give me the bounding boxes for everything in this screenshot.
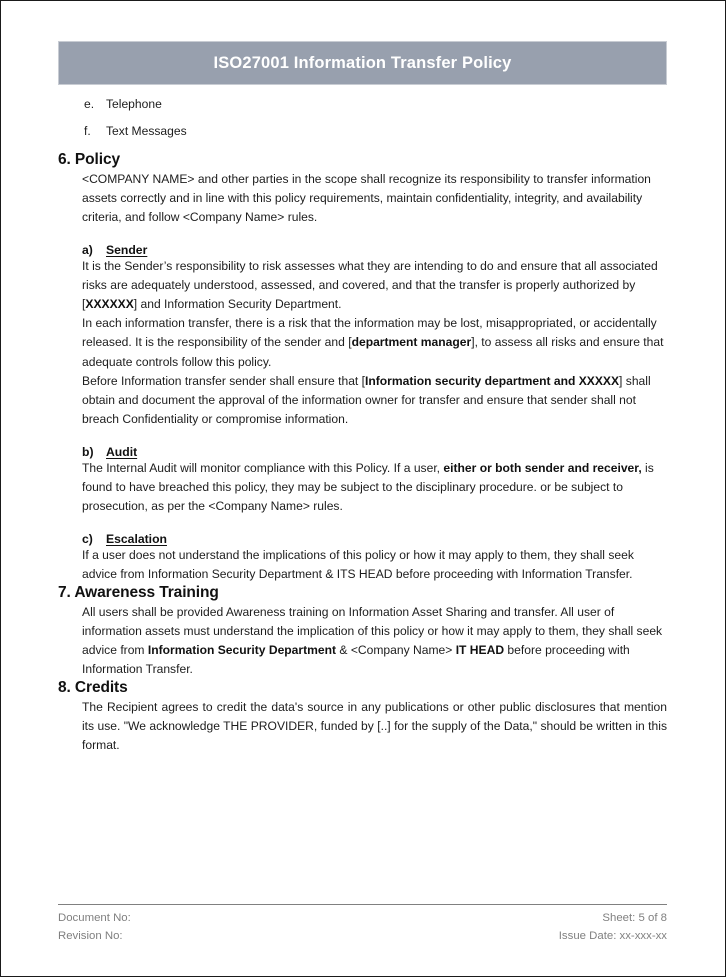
list-item <box>58 97 667 112</box>
subsection-marker: a) <box>82 243 93 258</box>
sender-p2-pre: In each information transfer, there is a risk that the information may be lost, misappropriated, or accidentally released. It is the responsibility of the sender and [ <box>82 316 657 350</box>
audit-paragraph <box>82 459 667 516</box>
page-footer <box>58 904 667 945</box>
awareness-paragraph <box>82 603 667 679</box>
page-inner <box>1 1 725 976</box>
subsection-marker: b) <box>82 444 94 459</box>
policy-intro-paragraph: <COMPANY NAME> and other parties in the scope shall recognize its responsibility to transfer information assets correctly and in line with this policy requirements, maintain confidentiality, integrity, and availability criteria, and follow <Company Name> rules. <box>82 171 651 224</box>
footer-sheet-number: Sheet: 5 of 8 <box>602 912 667 924</box>
subsection-label: Escalation <box>106 532 167 547</box>
lettered-list <box>58 97 667 139</box>
awareness-bold-1: Information Security Department <box>147 643 337 658</box>
audit-pre: The Internal Audit will monitor compliance with this Policy. If a user, <box>82 460 444 475</box>
subsection-label: Sender <box>106 243 148 258</box>
section-heading-credits: 8. Credits <box>58 679 128 697</box>
sender-paragraph-1 <box>82 257 667 314</box>
section-heading-policy: 6. Policy <box>58 151 120 169</box>
subsection-heading-escalation <box>82 532 667 546</box>
document-title: ISO27001 Information Transfer Policy <box>213 53 512 72</box>
sender-p2-bold: department manager <box>351 335 472 350</box>
awareness-pre: All users shall be provided Awareness training on Information Asset Sharing and transfer. All user of information assets must understand the implication of this policy or how it may apply to them, they shall seek advice from <box>82 605 663 658</box>
awareness-bold-2: IT HEAD <box>455 643 505 658</box>
awareness-post: before proceeding with Information Transfer. <box>82 643 630 677</box>
sender-p1-pre: It is the Sender’s responsibility to risk assesses what they are intending to do and ensure that all associated risks are adequately understood, assessed, and covered, and that the transfer is properly authorized by [ <box>82 259 658 312</box>
sender-paragraph-2 <box>82 314 667 371</box>
footer-document-no-label: Document No: <box>58 912 131 924</box>
audit-bold: either or both sender and receiver, <box>443 460 642 475</box>
sender-p3-pre: Before Information transfer sender shall ensure that [ <box>82 373 366 388</box>
footer-divider <box>58 904 667 905</box>
sender-paragraph-3 <box>82 372 667 429</box>
subsection-heading-audit <box>82 445 667 459</box>
document-content <box>58 97 667 755</box>
list-item-marker: e. <box>84 97 95 111</box>
document-title-banner <box>58 41 667 85</box>
audit-post: is found to have breached this policy, they may be subject to the disciplinary procedure. or be subject to prosecution, as per the <Company Name> rules. <box>82 460 654 514</box>
footer-row-top <box>58 910 667 928</box>
footer-issue-date: Issue Date: xx-xxx-xx <box>558 929 667 942</box>
subsection-marker: c) <box>82 532 93 547</box>
sender-p1-bold: XXXXXX <box>85 297 134 312</box>
sender-p2-post: ], to assess all risks and ensure that adequate controls follow this policy. <box>82 335 664 369</box>
footer-revision-no-label: Revision No: <box>58 929 123 942</box>
subsection-label: Audit <box>106 444 138 459</box>
section-heading-awareness: 7. Awareness Training <box>58 584 219 602</box>
credits-paragraph: The Recipient agrees to credit the data's source in any publications or other public disclosures that mention its use. "We acknowledge THE PROVIDER, funded by [..] for the supply of the Data," should be written in this format. <box>82 699 667 753</box>
awareness-mid: & <Company Name> <box>336 643 456 658</box>
sender-p1-post: ] and Information Security Department. <box>133 297 342 312</box>
sender-p3-bold: Information security department and XXXXX <box>365 373 620 388</box>
list-item-label: Telephone <box>106 97 162 111</box>
sender-p3-post: ] shall obtain and document the approval of the information owner for transfer and ensure that sender shall not breach Confidentiality or compromise information. <box>82 373 651 426</box>
escalation-paragraph: If a user does not understand the implications of this policy or how it may apply to them, they shall seek advice from Information Security Department & ITS HEAD before proceeding with Information Transfer. <box>82 548 634 582</box>
footer-row-bottom <box>58 928 667 946</box>
subsection-heading-sender <box>82 243 667 257</box>
list-item-marker: f. <box>84 124 91 139</box>
list-item-label: Text Messages <box>106 124 187 139</box>
list-item <box>58 124 667 139</box>
